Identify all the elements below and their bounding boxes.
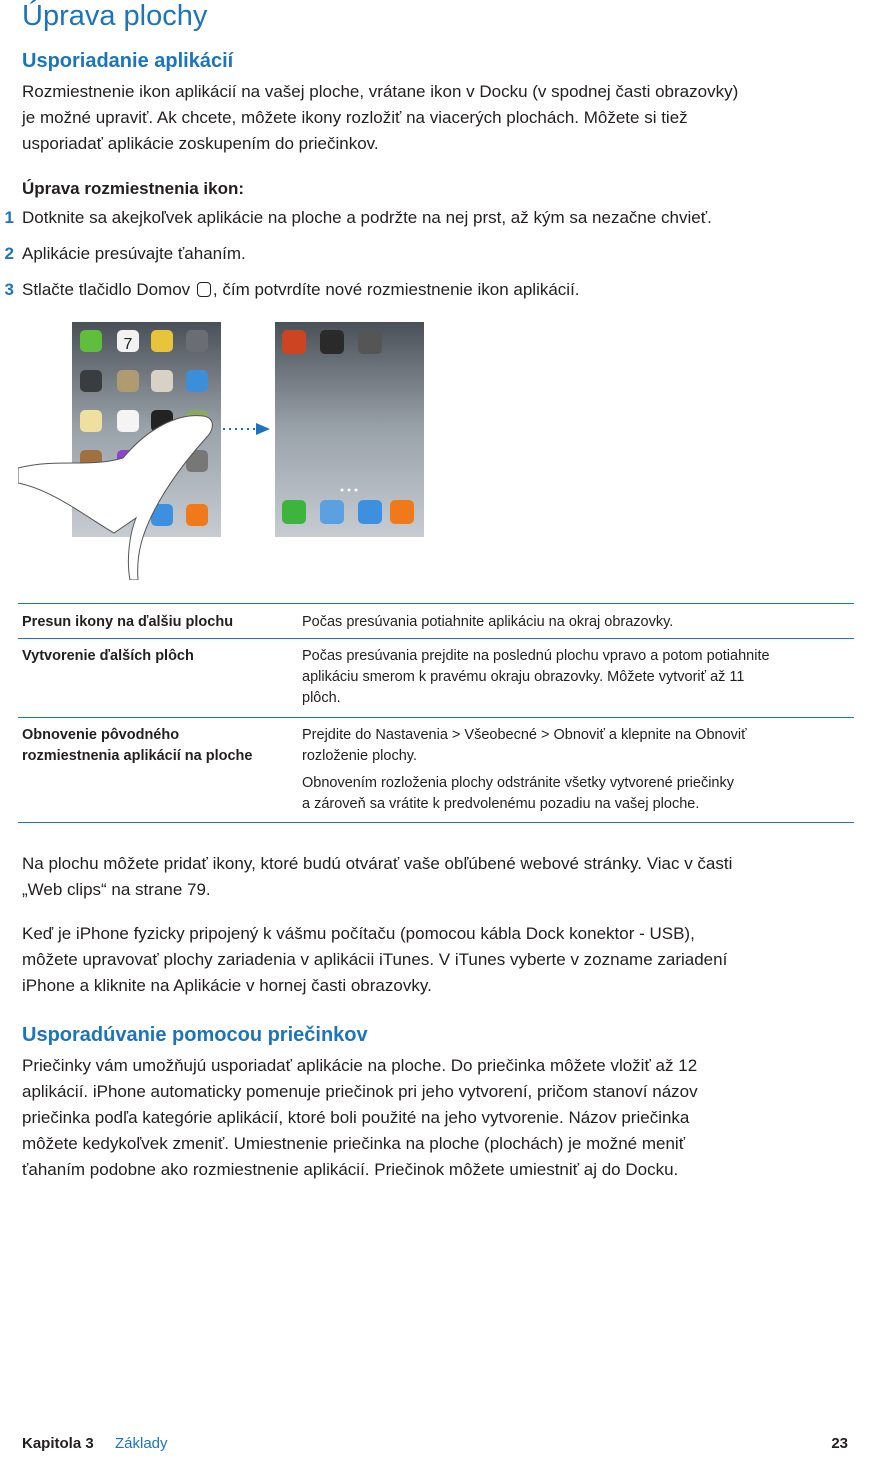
text-line: rozmiestnenia aplikácií na ploche [22, 748, 253, 764]
text-line: Priečinky vám umožňujú usporiadať aplikácie na ploche. Do priečinka môžete vložiť až 12 [22, 1056, 698, 1075]
text-line: Obnovením rozloženia plochy odstránite všetky vytvorené priečinky [302, 775, 734, 791]
iphone-home-screen-figure [18, 318, 438, 580]
page-number: 23 [831, 1435, 848, 1452]
text-line: Prejdite do Nastavenia > Všeobecné > Obnoviť a klepnite na Obnoviť [302, 727, 747, 743]
text-line: Na plochu môžete pridať ikony, ktoré budú otvárať vaše obľúbené webové stránky. Viac v časti [22, 854, 733, 873]
options-table [18, 603, 854, 822]
step-text-before: Stlačte tlačidlo Domov [22, 280, 191, 299]
text-line: aplikácií. iPhone automaticky pomenuje priečinok pri jeho vytvorení, pričom stanoví názov [22, 1082, 698, 1101]
calendar-day: 7 [123, 336, 133, 353]
text-line: Počas presúvania prejdite na poslednú plochu vpravo a potom potiahnite [302, 648, 770, 664]
row-label [22, 612, 287, 633]
footer-chapter: Kapitola 3 [22, 1435, 94, 1452]
home-button-icon [197, 282, 211, 297]
text-line: „Web clips“ na strane 79. [22, 880, 211, 899]
text-line: aplikáciu smerom k pravému okraju obrazovky. Môžete vytvoriť až 11 [302, 669, 745, 685]
row-description [302, 612, 850, 633]
text-line: Presun ikony na ďalšiu plochu [22, 614, 234, 630]
step-number: 2 [4, 244, 14, 263]
text-line: usporiadať aplikácie zoskupením do priečinkov. [22, 134, 379, 153]
step-text [22, 277, 580, 303]
right-iphone-screen [275, 322, 424, 537]
text-line: môžete kedykoľvek zmeniť. Umiestnenie priečinka na ploche (plochách) je možné meniť [22, 1134, 686, 1153]
table-row [18, 603, 854, 638]
footer-section: Základy [115, 1435, 168, 1452]
section-heading-folders: Usporadúvanie pomocou priečinkov [22, 1024, 368, 1046]
step-text: Aplikácie presúvajte ťahaním. [22, 244, 246, 263]
text-line: plôch. [302, 690, 341, 706]
row-description [302, 725, 850, 815]
text-line: rozloženie plochy. [302, 748, 417, 764]
table-row [18, 717, 854, 822]
step-number: 1 [4, 208, 14, 227]
text-line: iPhone a kliknite na Aplikácie v hornej časti obrazovky. [22, 976, 432, 995]
section-heading-arranging-apps: Usporiadanie aplikácií [22, 50, 234, 72]
text-line: ťahaním podobne ako rozmiestnenie aplikácií. Priečinok môžete umiestniť aj do Docku. [22, 1160, 679, 1179]
arrow-icon [223, 423, 270, 435]
step-text: Dotknite sa akejkoľvek aplikácie na ploche a podržte na nej prst, až kým sa nezačne chvieť. [22, 208, 712, 227]
page-title: Úprava plochy [22, 0, 208, 32]
row-label [22, 725, 287, 767]
text-line: Obnovenie pôvodného [22, 727, 180, 743]
steps-heading: Úprava rozmiestnenia ikon: [22, 179, 245, 198]
text-line: môžete upravovať plochy zariadenia v aplikácii iTunes. V iTunes vyberte v zozname zariadení [22, 950, 728, 969]
text-line: priečinka podľa kategórie aplikácií, ktoré boli použité na jeho vytvorenie. Názov priečinka [22, 1108, 690, 1127]
text-line: Rozmiestnenie ikon aplikácií na vašej ploche, vrátane ikon v Docku (v spodnej časti obrazovky) [22, 82, 739, 101]
row-label [22, 646, 287, 667]
text-line: je možné upraviť. Ak chcete, môžete ikony rozložiť na viacerých plochách. Môžete si tiež [22, 108, 688, 127]
table-bottom-rule [18, 822, 854, 823]
text-line: Počas presúvania potiahnite aplikáciu na okraj obrazovky. [302, 614, 674, 630]
text-line: Vytvorenie ďalších plôch [22, 648, 194, 664]
left-iphone-screen [18, 322, 221, 580]
table-row [18, 638, 854, 717]
text-line: a zároveň sa vrátite k predvolenému pozadiu na vašej ploche. [302, 796, 700, 812]
text-line: Keď je iPhone fyzicky pripojený k vášmu počítaču (pomocou kábla Dock konektor - USB), [22, 924, 695, 943]
step-text-after: , čím potvrdíte nové rozmiestnenie ikon aplikácií. [212, 280, 580, 299]
step-number: 3 [4, 280, 14, 299]
row-description [302, 646, 850, 709]
